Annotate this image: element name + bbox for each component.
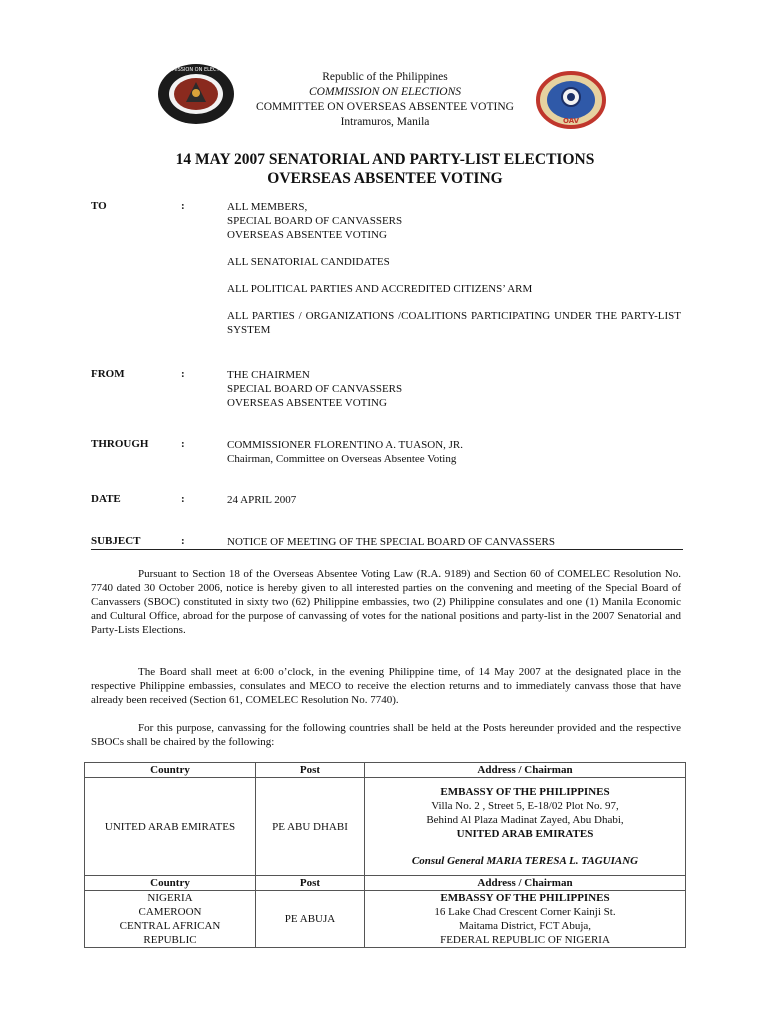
row2-country-2: CAMEROON bbox=[138, 906, 202, 918]
posts-table bbox=[84, 762, 686, 948]
table-row bbox=[85, 891, 686, 948]
row1-chairman: Consul General MARIA TERESA L. TAGUIANG bbox=[411, 855, 639, 867]
header-post: Post bbox=[256, 876, 365, 891]
subject-value bbox=[227, 535, 681, 549]
to-recipients bbox=[227, 200, 681, 337]
subject-divider bbox=[91, 549, 683, 550]
row2-address-line-1: 16 Lake Chad Crescent Corner Kainji St. bbox=[434, 906, 616, 918]
through-value bbox=[227, 438, 681, 466]
row2-countries bbox=[85, 891, 256, 948]
commission-line: COMMISSION ON ELECTIONS bbox=[308, 86, 462, 98]
subject-colon: : bbox=[181, 535, 185, 547]
to-line-2: SPECIAL BOARD OF CANVASSERS bbox=[227, 215, 403, 227]
paragraph-2: The Board shall meet at 6:00 o’clock, in the evening Philippine time, of 14 May 2007 at the designated place in the respective Philippine embassies, consulates and MECO to receive the election returns and to immediately canvass those that have already been received (Section 61, COMELEC Resolution No. 7740). bbox=[91, 666, 681, 706]
paragraph-1: Pursuant to Section 18 of the Overseas Absentee Voting Law (R.A. 9189) and Section 60 of COMELEC Resolution No. 7740 dated 30 October 2006, notice is hereby given to all interested parties on the convening and meeting of the Special Board of Canvassers (SBOC) constituted in sixty two (62) Philippine embassies, two (2) Philippine consulates and one (1) Manila Economic and Cultural Office, abroad for the purpose of canvassing of votes for the national positions and party-list in the 2007 Senatorial and Party-Lists Elections. bbox=[91, 568, 681, 636]
from-line-3: OVERSEAS ABSENTEE VOTING bbox=[227, 397, 387, 409]
row1-embassy: EMBASSY OF THE PHILIPPINES bbox=[440, 786, 610, 798]
oav-seal-text: OAV bbox=[562, 117, 580, 125]
committee-line: COMMITTEE ON OVERSEAS ABSENTEE VOTING bbox=[256, 101, 514, 113]
table-header-row bbox=[85, 763, 686, 778]
from-colon: : bbox=[181, 368, 185, 380]
through-name: COMMISSIONER FLORENTINO A. TUASON, JR. bbox=[227, 439, 464, 451]
row1-country: UNITED ARAB EMIRATES bbox=[85, 778, 256, 876]
through-colon: : bbox=[181, 438, 185, 450]
row2-post: PE ABUJA bbox=[256, 891, 365, 948]
table-row bbox=[85, 778, 686, 876]
to-line-3: OVERSEAS ABSENTEE VOTING bbox=[227, 229, 387, 241]
subject-label: SUBJECT bbox=[91, 535, 141, 547]
to-line-4: ALL SENATORIAL CANDIDATES bbox=[227, 256, 390, 268]
header-address: Address / Chairman bbox=[365, 763, 686, 778]
comelec-seal-text: COMMISSION ON ELECTIONS bbox=[160, 67, 232, 73]
row2-address-line-2: Maitama District, FCT Abuja, bbox=[458, 920, 592, 932]
to-label: TO bbox=[91, 200, 107, 212]
to-line-1: ALL MEMBERS, bbox=[227, 201, 308, 213]
date-value bbox=[227, 493, 681, 507]
title-line-1: 14 MAY 2007 SENATORIAL AND PARTY-LIST ELECTIONS bbox=[175, 151, 595, 168]
subject-text: NOTICE OF MEETING OF THE SPECIAL BOARD OF CANVASSERS bbox=[227, 536, 556, 548]
document-title bbox=[80, 150, 690, 188]
row2-address-line-3: FEDERAL REPUBLIC OF NIGERIA bbox=[440, 934, 610, 946]
row2-address bbox=[365, 891, 686, 948]
to-line-5: ALL POLITICAL PARTIES AND ACCREDITED CITIZENS’ ARM bbox=[227, 283, 533, 295]
row1-address-country: UNITED ARAB EMIRATES bbox=[456, 828, 594, 840]
table-header-row bbox=[85, 876, 686, 891]
paragraph-3: For this purpose, canvassing for the following countries shall be held at the Posts hereunder provided and the respective SBOCs shall be chaired by the following: bbox=[91, 722, 681, 748]
row1-address bbox=[365, 778, 686, 876]
title-line-2: OVERSEAS ABSENTEE VOTING bbox=[267, 170, 503, 187]
row1-post: PE ABU DHABI bbox=[256, 778, 365, 876]
through-label: THROUGH bbox=[91, 438, 149, 450]
date-text: 24 APRIL 2007 bbox=[227, 494, 297, 506]
header-post: Post bbox=[256, 763, 365, 778]
header-country: Country bbox=[85, 763, 256, 778]
row2-country-3: CENTRAL AFRICAN bbox=[119, 920, 221, 932]
header-address: Address / Chairman bbox=[365, 876, 686, 891]
from-line-1: THE CHAIRMEN bbox=[227, 369, 310, 381]
republic-line: Republic of the Philippines bbox=[322, 71, 448, 83]
from-sender bbox=[227, 368, 681, 410]
row2-country-1: NIGERIA bbox=[147, 892, 193, 904]
to-line-6: ALL PARTIES / ORGANIZATIONS /COALITIONS PARTICIPATING UNDER THE PARTY-LIST SYSTEM bbox=[227, 310, 681, 336]
letterhead bbox=[200, 70, 570, 130]
row2-embassy: EMBASSY OF THE PHILIPPINES bbox=[440, 892, 610, 904]
from-label: FROM bbox=[91, 368, 125, 380]
through-position: Chairman, Committee on Overseas Absentee Voting bbox=[227, 453, 457, 465]
to-colon: : bbox=[181, 200, 185, 212]
date-label: DATE bbox=[91, 493, 121, 505]
header-country: Country bbox=[85, 876, 256, 891]
from-line-2: SPECIAL BOARD OF CANVASSERS bbox=[227, 383, 403, 395]
row2-country-4: REPUBLIC bbox=[143, 934, 197, 946]
row1-address-line-2: Behind Al Plaza Madinat Zayed, Abu Dhabi, bbox=[426, 814, 624, 826]
row1-address-line-1: Villa No. 2 , Street 5, E-18/02 Plot No. 97, bbox=[431, 800, 619, 812]
location-line: Intramuros, Manila bbox=[340, 116, 430, 128]
date-colon: : bbox=[181, 493, 185, 505]
